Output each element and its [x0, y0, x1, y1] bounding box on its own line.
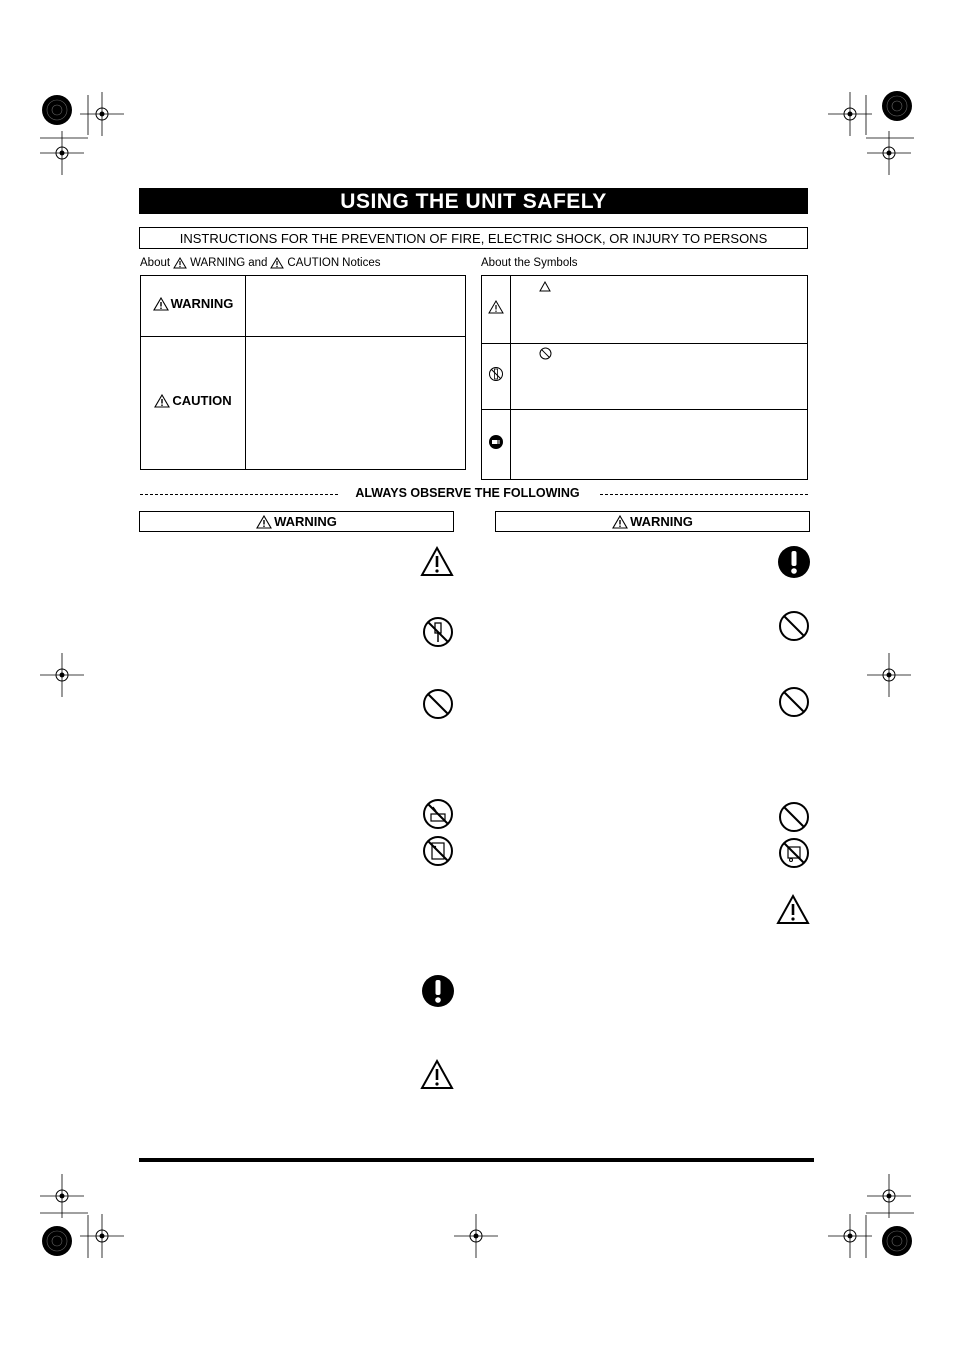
instructions-banner: INSTRUCTIONS FOR THE PREVENTION OF FIRE, ELECTRIC SHOCK, OR INJURY TO PERSONS — [139, 227, 808, 249]
notices-heading: About WARNING and CAUTION Notices — [140, 257, 381, 269]
triangle-symbol-icon — [539, 281, 551, 292]
symbols-heading: About the Symbols — [481, 257, 578, 269]
bottom-rule — [139, 1158, 814, 1162]
prohibited-icon — [777, 609, 811, 643]
prohibited-icon — [777, 800, 811, 834]
notice-table — [140, 275, 466, 470]
attention-triangle-icon — [488, 300, 504, 314]
warning-description — [246, 276, 466, 337]
caution-triangle-icon — [420, 545, 454, 579]
divider-left — [140, 494, 338, 495]
warning-header-left: WARNING — [139, 511, 454, 532]
warning-triangle-icon — [612, 515, 628, 529]
warning-triangle-icon — [173, 257, 187, 269]
mandatory-action-icon — [421, 974, 455, 1008]
caution-description — [246, 337, 466, 470]
mandatory-action-icon — [777, 545, 811, 579]
symbols-table — [481, 275, 808, 480]
caution-triangle-icon — [270, 257, 284, 269]
no-water-icon — [421, 797, 455, 831]
no-children-icon — [777, 836, 811, 870]
caution-triangle-icon — [776, 893, 810, 927]
caution-cell — [141, 337, 246, 470]
no-wet-hands-icon — [421, 834, 455, 868]
warning-header-right: WARNING — [495, 511, 810, 532]
warning-label: WARNING — [170, 296, 234, 312]
warning-triangle-icon — [256, 515, 272, 529]
caution-triangle-icon — [420, 1058, 454, 1092]
prohibited-icon — [421, 687, 455, 721]
caution-label: CAUTION — [172, 393, 232, 409]
page-title: USING THE UNIT SAFELY — [139, 188, 808, 214]
no-disassemble-icon — [421, 615, 455, 649]
unplug-icon — [488, 434, 504, 450]
observe-heading: ALWAYS OBSERVE THE FOLLOWING — [355, 486, 580, 500]
divider-right — [600, 494, 808, 495]
caution-triangle-icon — [154, 394, 170, 408]
prohibition-symbol-icon — [539, 347, 552, 360]
prohibited-icon — [777, 685, 811, 719]
warning-cell — [141, 276, 246, 337]
warning-triangle-icon — [153, 297, 169, 311]
no-disassemble-icon — [488, 366, 504, 382]
